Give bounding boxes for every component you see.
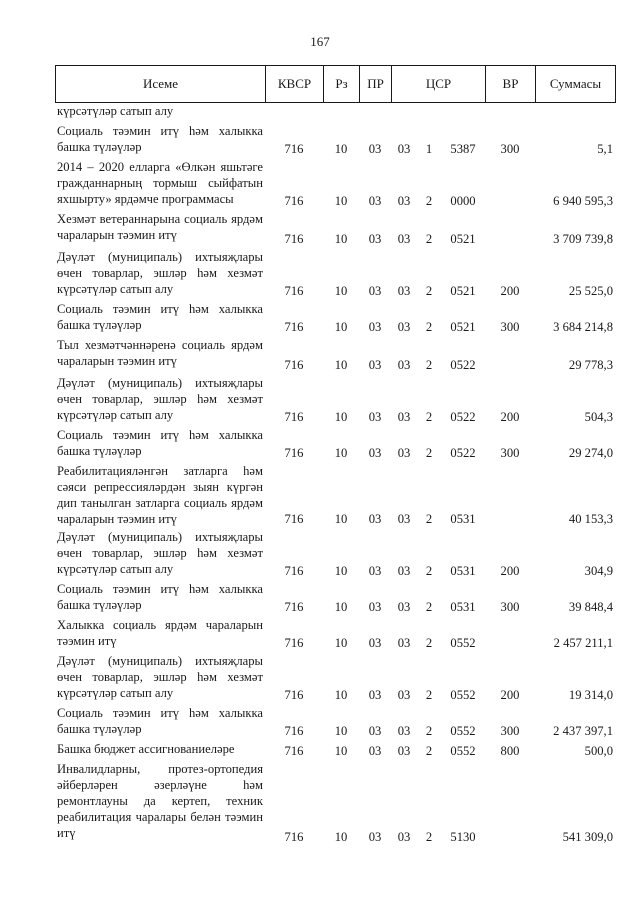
cell-sum: 25 525,0 <box>568 284 613 298</box>
row-name: Реабилитацияләнгән затларга һәм сәяси репрессияләрдән зыян күргән дип танылган затларга социаль ярдәм чараларын тәэмин итү <box>57 464 263 526</box>
cell-vr: 800 <box>500 744 520 758</box>
cell-vr: 200 <box>500 564 520 578</box>
cell-csr-1: 03 <box>397 320 411 334</box>
cell-sum: 3 684 214,8 <box>553 320 613 334</box>
row-name: Социаль тәэмин итү һәм халыкка башка түләүләр <box>57 302 263 332</box>
cell-csr-1: 03 <box>397 830 411 844</box>
cell-csr-1: 03 <box>397 564 411 578</box>
continued-row <box>55 103 615 119</box>
table-row <box>55 249 615 301</box>
cell-pr: 03 <box>368 636 382 650</box>
cell-csr-2: 2 <box>425 564 433 578</box>
cell-pr: 03 <box>368 564 382 578</box>
cell-csr-1: 03 <box>397 232 411 246</box>
cell-pr: 03 <box>368 410 382 424</box>
cell-kvsr: 716 <box>284 284 304 298</box>
table-row <box>55 463 615 529</box>
cell-csr-2: 2 <box>425 636 433 650</box>
cell-rz: 10 <box>334 320 348 334</box>
header-rz: Рз <box>324 66 360 103</box>
cell-rz: 10 <box>334 194 348 208</box>
cell-csr-2: 2 <box>425 320 433 334</box>
cell-kvsr: 716 <box>284 600 304 614</box>
cell-kvsr: 716 <box>284 320 304 334</box>
cell-rz: 10 <box>334 232 348 246</box>
cell-sum: 541 309,0 <box>562 830 613 844</box>
cell-rz: 10 <box>334 744 348 758</box>
cell-pr: 03 <box>368 600 382 614</box>
cell-vr: 300 <box>500 142 520 156</box>
cell-sum: 2 437 397,1 <box>553 724 613 738</box>
row-name: Хезмәт ветераннарына социаль ярдәм чараларын тәэмин итү <box>57 212 263 242</box>
row-name: Дәүләт (муниципаль) ихтыяҗлары өчен товарлар, эшләр һәм хезмәт күрсәтүләр сатып алу <box>57 250 263 296</box>
cell-csr-2: 2 <box>425 194 433 208</box>
cell-csr-1: 03 <box>397 194 411 208</box>
cell-sum: 6 940 595,3 <box>553 194 613 208</box>
cell-pr: 03 <box>368 688 382 702</box>
cell-csr-3: 5387 <box>450 142 476 156</box>
cell-csr-2: 1 <box>425 142 433 156</box>
row-name: Дәүләт (муниципаль) ихтыяҗлары өчен товарлар, эшләр һәм хезмәт күрсәтүләр сатып алу <box>57 654 263 700</box>
header-csr: ЦСР <box>392 66 486 103</box>
cell-sum: 304,9 <box>584 564 613 578</box>
cell-kvsr: 716 <box>284 688 304 702</box>
header-sum: Суммасы <box>536 66 616 103</box>
table-row <box>55 581 615 617</box>
cell-rz: 10 <box>334 636 348 650</box>
cell-csr-2: 2 <box>425 600 433 614</box>
cell-rz: 10 <box>334 564 348 578</box>
cell-csr-2: 2 <box>425 232 433 246</box>
cell-sum: 29 778,3 <box>568 358 613 372</box>
cell-csr-2: 2 <box>425 410 433 424</box>
cell-csr-2: 2 <box>425 358 433 372</box>
continued-text: күрсәтүләр сатып алу <box>57 104 174 118</box>
cell-rz: 10 <box>334 142 348 156</box>
cell-rz: 10 <box>334 358 348 372</box>
cell-csr-1: 03 <box>397 688 411 702</box>
cell-pr: 03 <box>368 194 382 208</box>
row-name: Тыл хезмәтчәннәренә социаль ярдәм чараларын тәэмин итү <box>57 338 263 368</box>
cell-csr-2: 2 <box>425 284 433 298</box>
cell-csr-3: 0521 <box>450 320 476 334</box>
row-name: Социаль тәэмин итү һәм халыкка башка түләүләр <box>57 706 263 736</box>
cell-csr-3: 0522 <box>450 410 476 424</box>
cell-sum: 39 848,4 <box>568 600 613 614</box>
cell-vr: 200 <box>500 410 520 424</box>
cell-vr: 300 <box>500 600 520 614</box>
cell-kvsr: 716 <box>284 724 304 738</box>
cell-rz: 10 <box>334 410 348 424</box>
cell-kvsr: 716 <box>284 744 304 758</box>
cell-csr-3: 0531 <box>450 600 476 614</box>
table-row <box>55 741 615 761</box>
cell-vr: 200 <box>500 688 520 702</box>
table-row <box>55 211 615 249</box>
cell-rz: 10 <box>334 446 348 460</box>
cell-pr: 03 <box>368 358 382 372</box>
cell-csr-3: 0552 <box>450 688 476 702</box>
cell-csr-2: 2 <box>425 744 433 758</box>
cell-pr: 03 <box>368 830 382 844</box>
page-number: 167 <box>310 34 330 49</box>
cell-rz: 10 <box>334 512 348 526</box>
row-name: 2014 – 2020 елларга «Өлкән яшьтәге гражданнарның тормыш сыйфатын яхшырту» ярдәмче программасы <box>57 160 263 206</box>
cell-kvsr: 716 <box>284 446 304 460</box>
header-pr: ПР <box>360 66 392 103</box>
table-row <box>55 705 615 741</box>
cell-pr: 03 <box>368 320 382 334</box>
cell-csr-3: 0552 <box>450 724 476 738</box>
cell-sum: 3 709 739,8 <box>553 232 613 246</box>
cell-csr-1: 03 <box>397 142 411 156</box>
row-name: Башка бюджет ассигнованиеләре <box>57 742 235 756</box>
cell-vr: 300 <box>500 724 520 738</box>
cell-csr-2: 2 <box>425 724 433 738</box>
table-header <box>55 65 616 103</box>
cell-csr-3: 0531 <box>450 512 476 526</box>
cell-sum: 504,3 <box>584 410 613 424</box>
cell-kvsr: 716 <box>284 358 304 372</box>
cell-kvsr: 716 <box>284 232 304 246</box>
cell-sum: 40 153,3 <box>568 512 613 526</box>
cell-csr-1: 03 <box>397 512 411 526</box>
cell-csr-3: 5130 <box>450 830 476 844</box>
cell-csr-3: 0521 <box>450 284 476 298</box>
cell-csr-1: 03 <box>397 410 411 424</box>
row-name: Дәүләт (муниципаль) ихтыяҗлары өчен товарлар, эшләр һәм хезмәт күрсәтүләр сатып алу <box>57 530 263 576</box>
cell-csr-2: 2 <box>425 446 433 460</box>
cell-csr-3: 0531 <box>450 564 476 578</box>
row-name: Инвалидларны, протез-ортопедия әйберләрен әзерләүне һәм ремонтлауны да кертеп, техник реабилитация чаралары белән тәэмин итү <box>57 762 263 840</box>
cell-pr: 03 <box>368 284 382 298</box>
cell-sum: 500,0 <box>584 744 613 758</box>
cell-sum: 5,1 <box>597 142 613 156</box>
cell-pr: 03 <box>368 744 382 758</box>
cell-rz: 10 <box>334 724 348 738</box>
table-row <box>55 301 615 337</box>
cell-csr-3: 0000 <box>450 194 476 208</box>
cell-csr-3: 0522 <box>450 446 476 460</box>
cell-kvsr: 716 <box>284 410 304 424</box>
header-kvsr: КВСР <box>266 66 324 103</box>
cell-csr-1: 03 <box>397 744 411 758</box>
table-row <box>55 427 615 463</box>
cell-csr-1: 03 <box>397 284 411 298</box>
cell-csr-2: 2 <box>425 688 433 702</box>
cell-sum: 19 314,0 <box>568 688 613 702</box>
table-row <box>55 529 615 581</box>
row-name: Социаль тәэмин итү һәм халыкка башка түләүләр <box>57 582 263 612</box>
header-name: Исеме <box>56 66 266 103</box>
cell-sum: 29 274,0 <box>568 446 613 460</box>
cell-csr-1: 03 <box>397 600 411 614</box>
table-body <box>55 103 615 847</box>
cell-vr: 300 <box>500 320 520 334</box>
cell-csr-2: 2 <box>425 830 433 844</box>
cell-csr-1: 03 <box>397 636 411 650</box>
cell-pr: 03 <box>368 232 382 246</box>
cell-pr: 03 <box>368 512 382 526</box>
cell-rz: 10 <box>334 600 348 614</box>
cell-kvsr: 716 <box>284 636 304 650</box>
table-row <box>55 617 615 653</box>
cell-pr: 03 <box>368 142 382 156</box>
row-name: Дәүләт (муниципаль) ихтыяҗлары өчен товарлар, эшләр һәм хезмәт күрсәтүләр сатып алу <box>57 376 263 422</box>
row-name: Социаль тәэмин итү һәм халыкка башка түләүләр <box>57 428 263 458</box>
cell-kvsr: 716 <box>284 142 304 156</box>
cell-csr-3: 0521 <box>450 232 476 246</box>
cell-rz: 10 <box>334 688 348 702</box>
cell-csr-3: 0522 <box>450 358 476 372</box>
cell-csr-1: 03 <box>397 446 411 460</box>
cell-kvsr: 716 <box>284 512 304 526</box>
cell-rz: 10 <box>334 830 348 844</box>
header-vr: ВР <box>486 66 536 103</box>
cell-pr: 03 <box>368 724 382 738</box>
table-row <box>55 159 615 211</box>
cell-kvsr: 716 <box>284 194 304 208</box>
cell-pr: 03 <box>368 446 382 460</box>
cell-csr-2: 2 <box>425 512 433 526</box>
table-row <box>55 375 615 427</box>
table-row <box>55 337 615 375</box>
row-name: Социаль тәэмин итү һәм халыкка башка түләүләр <box>57 124 263 154</box>
cell-csr-3: 0552 <box>450 744 476 758</box>
cell-vr: 200 <box>500 284 520 298</box>
cell-rz: 10 <box>334 284 348 298</box>
table-row <box>55 123 615 159</box>
cell-csr-1: 03 <box>397 724 411 738</box>
cell-csr-1: 03 <box>397 358 411 372</box>
cell-kvsr: 716 <box>284 830 304 844</box>
table-row <box>55 653 615 705</box>
cell-kvsr: 716 <box>284 564 304 578</box>
cell-sum: 2 457 211,1 <box>553 636 613 650</box>
row-name: Халыкка социаль ярдәм чараларын тәэмин итү <box>57 618 263 648</box>
cell-vr: 300 <box>500 446 520 460</box>
table-row <box>55 761 615 847</box>
cell-csr-3: 0552 <box>450 636 476 650</box>
